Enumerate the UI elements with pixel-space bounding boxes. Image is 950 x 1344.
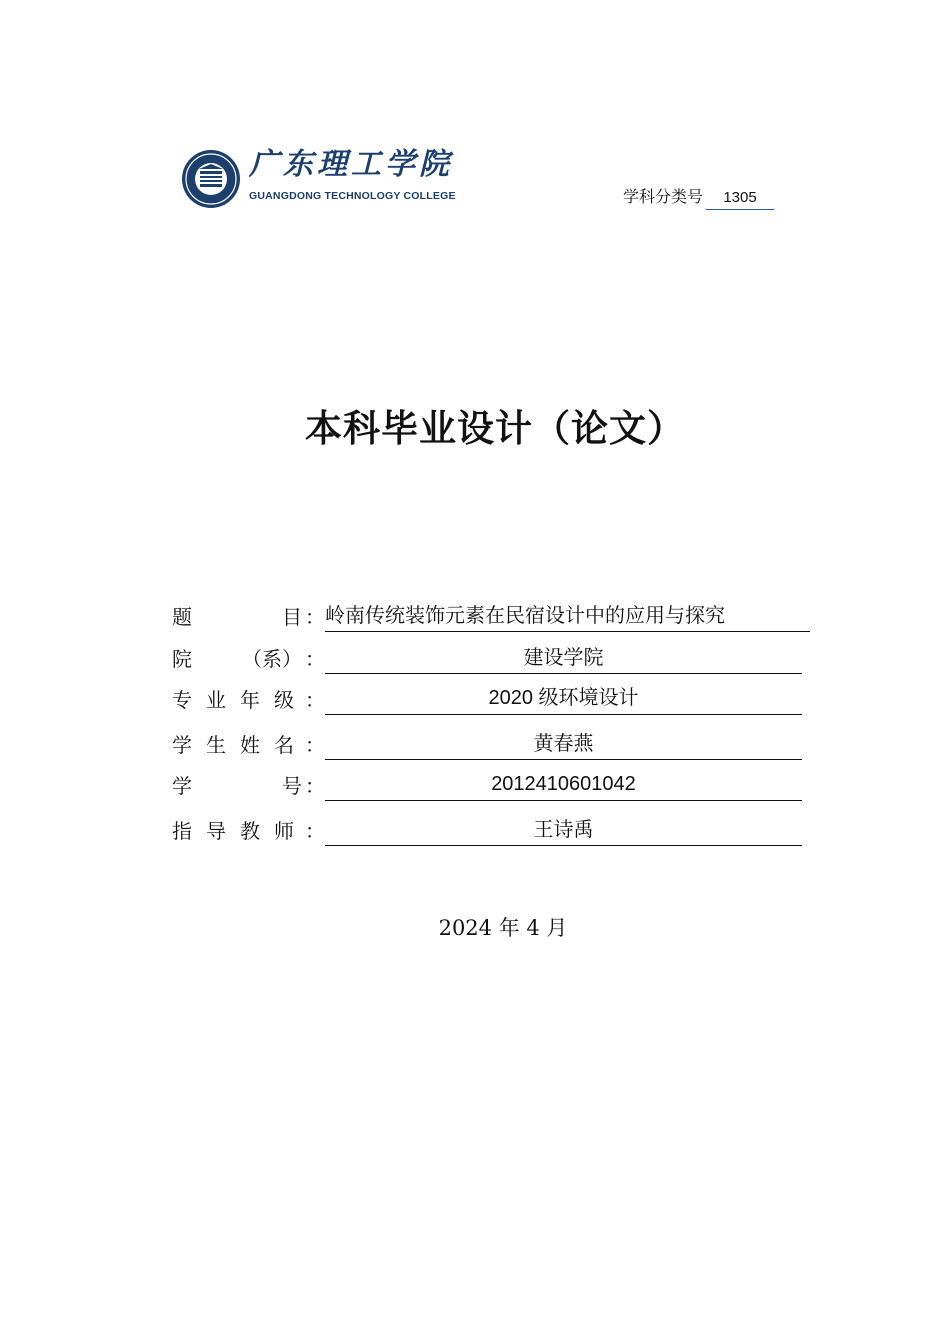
student-name-label: 学生姓名 — [172, 733, 308, 757]
college-seal-icon — [181, 149, 241, 209]
student-name-value: 黄春燕 — [325, 729, 802, 760]
advisor-colon: ： — [305, 819, 325, 843]
student-id-label-b: 号 — [282, 774, 302, 798]
college-logo — [181, 147, 461, 209]
subject-code-value: 1305 — [706, 189, 774, 210]
topic-label-b: 目 — [282, 605, 302, 629]
info-row-student-id — [172, 769, 802, 801]
info-row-major-grade — [172, 683, 802, 715]
major-grade-value: 2020 级环境设计 — [325, 684, 802, 715]
department-colon: ： — [305, 647, 325, 671]
topic-colon: ： — [305, 605, 325, 629]
student-id-colon: ： — [305, 774, 325, 798]
college-name-en: GUANGDONG TECHNOLOGY COLLEGE — [249, 190, 456, 202]
advisor-value: 王诗禹 — [325, 815, 802, 846]
info-row-topic — [172, 600, 802, 632]
department-value: 建设学院 — [325, 643, 802, 674]
info-row-student-name — [172, 728, 802, 760]
advisor-label: 指导教师 — [172, 819, 308, 843]
student-name-colon: ： — [305, 733, 325, 757]
college-name-cn: 广东理工学院 — [249, 147, 453, 182]
student-id-label-a: 学 — [172, 774, 192, 798]
topic-label-a: 题 — [172, 605, 192, 629]
info-row-advisor — [172, 814, 802, 846]
student-id-value: 2012410601042 — [325, 770, 802, 801]
subject-code — [623, 184, 774, 210]
major-grade-colon: ： — [305, 688, 325, 712]
submission-date: 2024 年 4 月 — [438, 916, 568, 940]
major-grade-label: 专业年级 — [172, 688, 308, 712]
department-label-b: （系） — [242, 647, 302, 671]
subject-code-label: 学科分类号 — [623, 187, 704, 206]
document-title: 本科毕业设计（论文） — [305, 407, 685, 450]
topic-value: 岭南传统装饰元素在民宿设计中的应用与探究 — [325, 601, 810, 632]
department-label-a: 院 — [172, 647, 192, 671]
info-row-department — [172, 642, 802, 674]
